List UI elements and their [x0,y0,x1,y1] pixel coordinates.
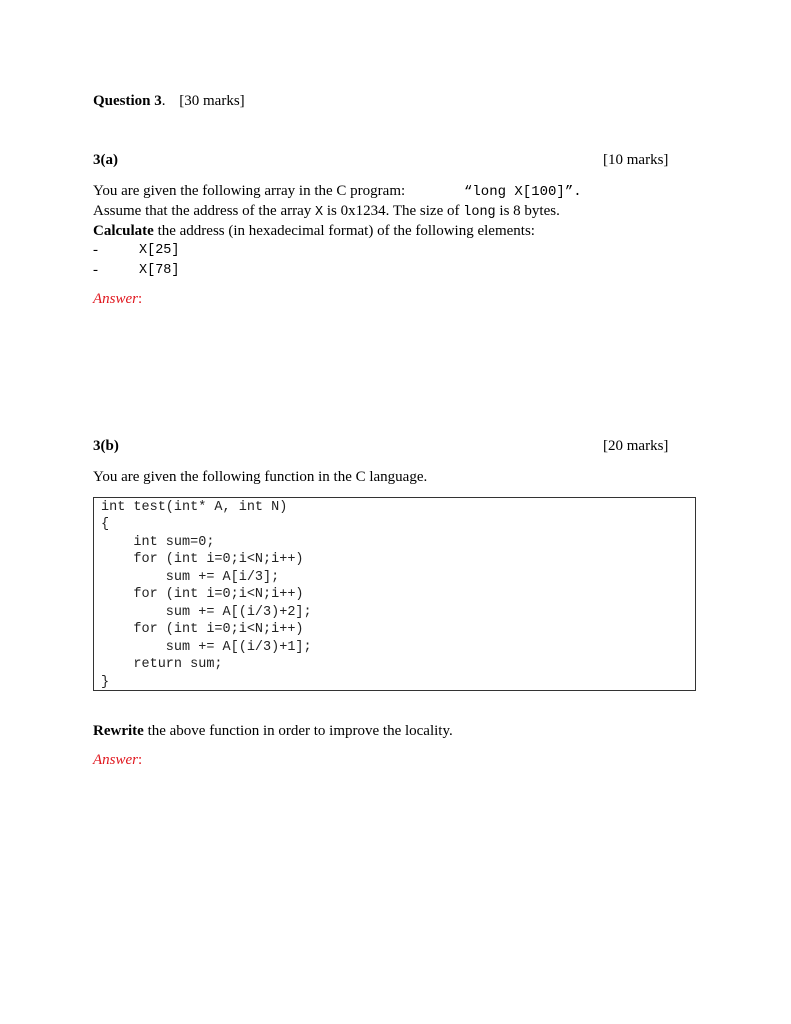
part-b-answer [93,752,142,769]
code-line: sum += A[(i/3)+2]; [101,605,312,620]
line2-code-type: long [463,205,496,220]
part-b-label: 3(b) [93,438,119,454]
question-suffix: . [161,93,166,109]
code-line: for (int i=0;i<N;i++) [101,552,304,567]
code-line: int test(int* A, int N) [101,500,288,515]
code-line: sum += A[i/3]; [101,570,280,585]
part-a-line2 [93,203,560,220]
element-item-code: X[25] [139,243,180,258]
part-a-line1-text: You are given the following array in the C program: [93,183,406,199]
element-item-code: X[78] [139,263,180,278]
code-line: for (int i=0;i<N;i++) [101,587,304,602]
question-marks: [30 marks] [179,93,245,109]
answer-colon: : [138,291,143,307]
line3-rest: the address (in hexadecimal format) of the following elements: [153,223,535,239]
part-b-marks: [20 marks] [603,438,669,454]
line2-code-array: X [315,205,324,220]
question-heading [93,93,245,110]
line2-mid: is 0x1234. The size of [323,203,464,219]
code-line: sum += A[(i/3)+1]; [101,640,312,655]
code-line: for (int i=0;i<N;i++) [101,622,304,637]
answer-label: Answer [93,291,138,307]
rewrite-keyword: Rewrite [93,723,144,739]
code-line: return sum; [101,657,223,672]
question-label: Question 3 [93,93,162,109]
item-dash: - [93,242,98,258]
line2-pre: Assume that the address of the array [93,203,316,219]
part-b-rewrite [93,723,453,740]
line2-post: is 8 bytes. [495,203,560,219]
rewrite-rest: the above function in order to improve the locality. [143,723,453,739]
part-a-answer [93,291,142,308]
part-a-marks: [10 marks] [603,152,669,168]
element-item [93,262,98,279]
answer-label: Answer [93,752,138,768]
item-dash: - [93,262,98,278]
answer-colon: : [138,752,143,768]
calculate-keyword: Calculate [93,223,154,239]
part-a-line3 [93,223,535,240]
element-item [93,242,98,259]
code-block [93,497,696,691]
code-line: } [101,675,110,690]
part-b-intro: You are given the following function in the C language. [93,469,428,485]
part-a-line1-code [464,182,582,200]
array-declaration: “long X[100]”. [464,184,582,200]
code-line: { [101,517,110,532]
part-a-label: 3(a) [93,152,118,168]
code-line: int sum=0; [101,535,215,550]
